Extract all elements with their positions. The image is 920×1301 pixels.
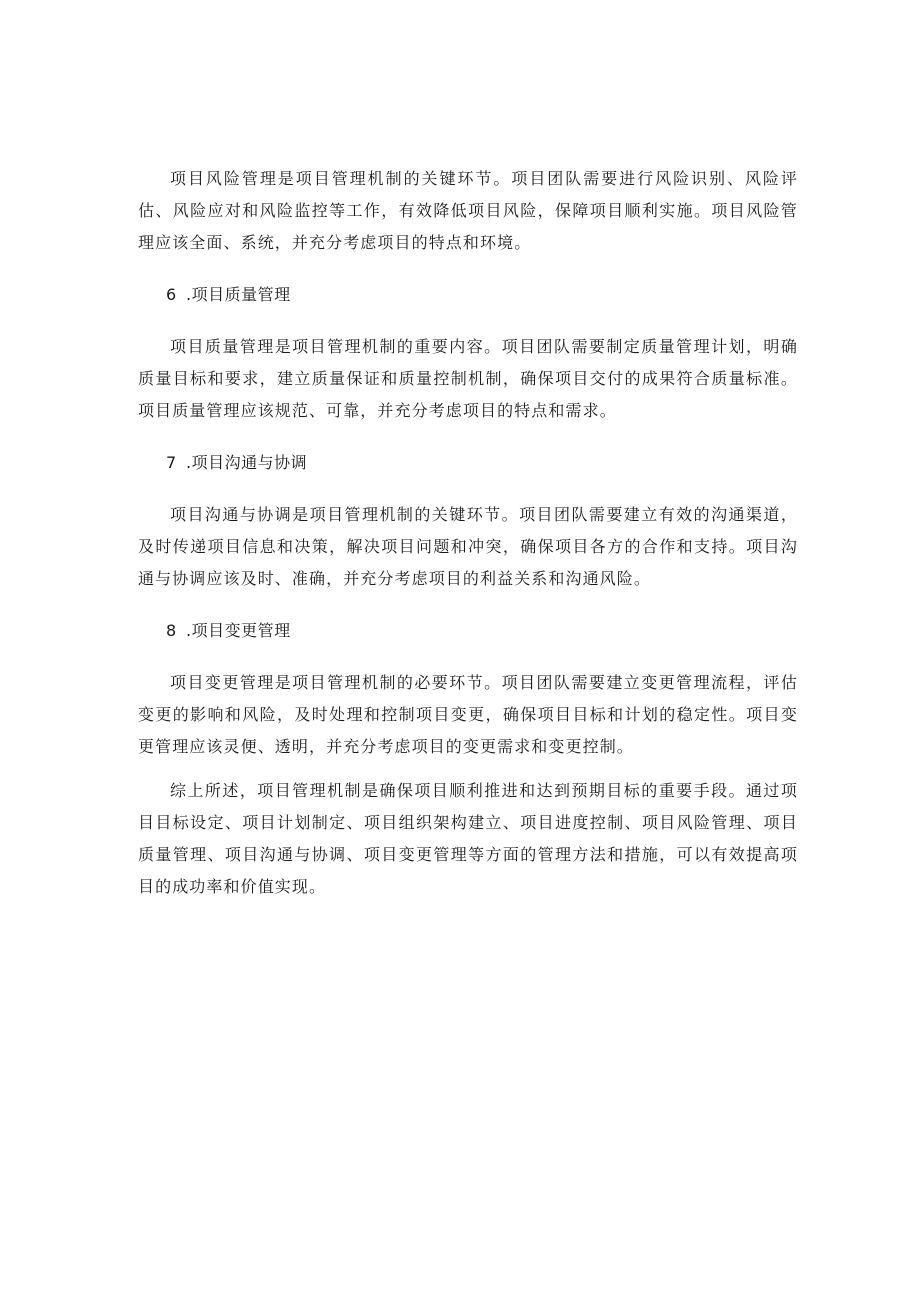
heading-number: 6 (166, 285, 177, 304)
risk-management-paragraph: 项目风险管理是项目管理机制的关键环节。项目团队需要进行风险识别、风险评估、风险应对和风险监控等工作，有效降低项目风险，保障项目顺利实施。项目风险管理应该全面、系统，并充分考虑项目的特点和环境。 (138, 169, 798, 252)
heading-text: .项目沟通与协调 (186, 453, 308, 472)
communication-paragraph: 项目沟通与协调是项目管理机制的关键环节。项目团队需要建立有效的沟通渠道，及时传递项目信息和决策，解决项目问题和冲突，确保项目各方的合作和支持。项目沟通与协调应该及时、准确，并充分考虑项目的利益关系和沟通风险。 (138, 505, 798, 588)
change-management-heading (138, 615, 798, 647)
quality-management-heading (138, 279, 798, 311)
quality-management-paragraph: 项目质量管理是项目管理机制的重要内容。项目团队需要制定质量管理计划，明确质量目标和要求，建立质量保证和质量控制机制，确保项目交付的成果符合质量标准。项目质量管理应该规范、可靠，并充分考虑项目的特点和需求。 (138, 337, 798, 420)
change-management-paragraph: 项目变更管理是项目管理机制的必要环节。项目团队需要建立变更管理流程，评估变更的影响和风险，及时处理和控制项目变更，确保项目目标和计划的稳定性。项目变更管理应该灵便、透明，并充分考虑项目的变更需求和变更控制。 (138, 673, 798, 756)
communication-heading (138, 447, 798, 479)
heading-number: 8 (166, 621, 177, 640)
document-page (138, 163, 798, 903)
summary-paragraph: 综上所述，项目管理机制是确保项目顺利推进和达到预期目标的重要手段。通过项目目标设定、项目计划制定、项目组织架构建立、项目进度控制、项目风险管理、项目质量管理、项目沟通与协调、项目变更管理等方面的管理方法和措施，可以有效提高项目的成功率和价值实现。 (138, 781, 798, 896)
heading-text: .项目变更管理 (186, 621, 291, 640)
heading-number: 7 (166, 453, 177, 472)
heading-text: .项目质量管理 (186, 285, 291, 304)
